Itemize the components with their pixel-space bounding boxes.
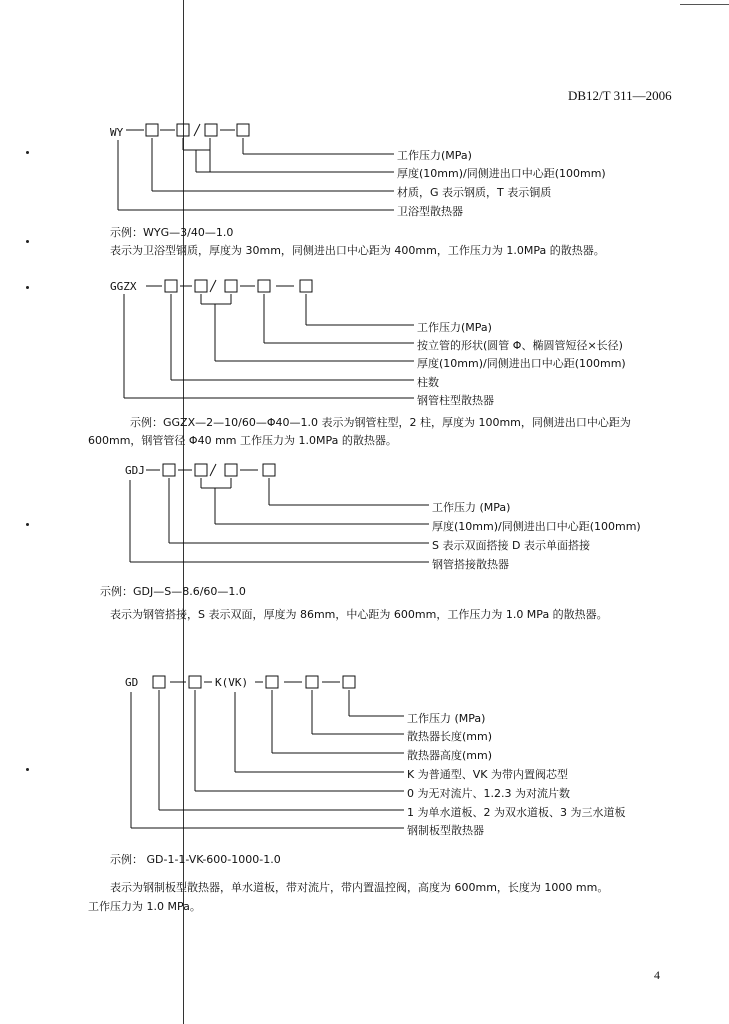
placeholder-box [153, 676, 165, 688]
placeholder-box [225, 464, 237, 476]
label-column-count: 柱数 [417, 376, 439, 389]
label-pressure: 工作压力 (MPa) [407, 712, 486, 725]
placeholder-box [163, 464, 175, 476]
description-text: 示例：GGZX—2—10/60—Φ40—1.0 表示为钢管柱型，2 柱，厚度为 100mm，同侧进出口中心距为 [130, 416, 631, 429]
placeholder-box [146, 124, 158, 136]
example-text: 示例： GD-1-1-VK-600-1000-1.0 [110, 853, 281, 866]
code-prefix-ggzx: GGZX [110, 280, 137, 293]
placeholder-box [225, 280, 237, 292]
page-number: 4 [654, 968, 660, 982]
label-pressure: 工作压力 (MPa) [432, 501, 511, 514]
placeholder-box [195, 464, 207, 476]
placeholder-box [300, 280, 312, 292]
placeholder-box [237, 124, 249, 136]
label-length: 散热器长度(mm) [407, 730, 493, 743]
label-type-name: 钢管柱型散热器 [417, 394, 494, 407]
label-water-channels: 1 为单水道板、2 为双水道板、3 为三水道板 [407, 806, 626, 819]
description-text: 600mm，钢管管径 Φ40 mm 工作压力为 1.0MPa 的散热器。 [88, 434, 397, 447]
label-fin-count: 0 为无对流片、1.2.3 为对流片数 [407, 787, 570, 800]
code-type-segment: K(VK) [215, 676, 249, 689]
example-text: 示例：GDJ—S—8.6/60—1.0 [100, 585, 246, 598]
example-text: 示例：WYG—3/40—1.0 [110, 226, 234, 239]
label-material: 材质，G 表示钢质，T 表示铜质 [397, 186, 552, 199]
label-thickness-distance: 厚度(10mm)/同侧进出口中心距(100mm) [432, 520, 641, 533]
code-prefix-gd: GD [125, 676, 139, 689]
placeholder-box [343, 676, 355, 688]
label-height: 散热器高度(mm) [407, 749, 493, 762]
description-text: 表示为钢制板型散热器，单水道板，带对流片，带内置温控阀，高度为 600mm，长度为 1000 mm。 [110, 881, 609, 894]
document-id: DB12/T 311—2006 [568, 88, 672, 103]
label-type-name: 卫浴型散热器 [397, 205, 463, 218]
label-pressure: 工作压力(MPa) [397, 149, 472, 162]
placeholder-box [266, 676, 278, 688]
placeholder-box [195, 280, 207, 292]
description-text: 工作压力为 1.0 MPa。 [88, 900, 201, 913]
label-thickness-distance: 厚度(10mm)/同侧进出口中心距(100mm) [417, 357, 626, 370]
code-prefix-wy: WY [110, 126, 124, 139]
code-prefix-gdj: GDJ [125, 464, 145, 477]
label-thickness-distance: 厚度(10mm)/同侧进出口中心距(100mm) [397, 167, 606, 180]
placeholder-box [205, 124, 217, 136]
label-tube-shape: 按立管的形状(圆管 Φ、椭圆管短径×长径) [417, 339, 623, 352]
description-text: 表示为钢管搭接，S 表示双面，厚度为 86mm，中心距为 600mm，工作压力为 1.0 MPa 的散热器。 [110, 608, 608, 621]
placeholder-box [258, 280, 270, 292]
label-type-name: 钢管搭接散热器 [432, 558, 509, 571]
placeholder-box [263, 464, 275, 476]
label-valve-type: K 为普通型、VK 为带内置阀芯型 [407, 768, 568, 781]
placeholder-box [165, 280, 177, 292]
placeholder-box [189, 676, 201, 688]
placeholder-box [177, 124, 189, 136]
label-type-name: 钢制板型散热器 [407, 824, 484, 837]
placeholder-box [306, 676, 318, 688]
label-lap-type: S 表示双面搭接 D 表示单面搭接 [432, 539, 590, 552]
description-text: 表示为卫浴型钢质，厚度为 30mm，同侧进出口中心距为 400mm，工作压力为 1.0MPa 的散热器。 [110, 244, 605, 257]
label-pressure: 工作压力(MPa) [417, 321, 492, 334]
